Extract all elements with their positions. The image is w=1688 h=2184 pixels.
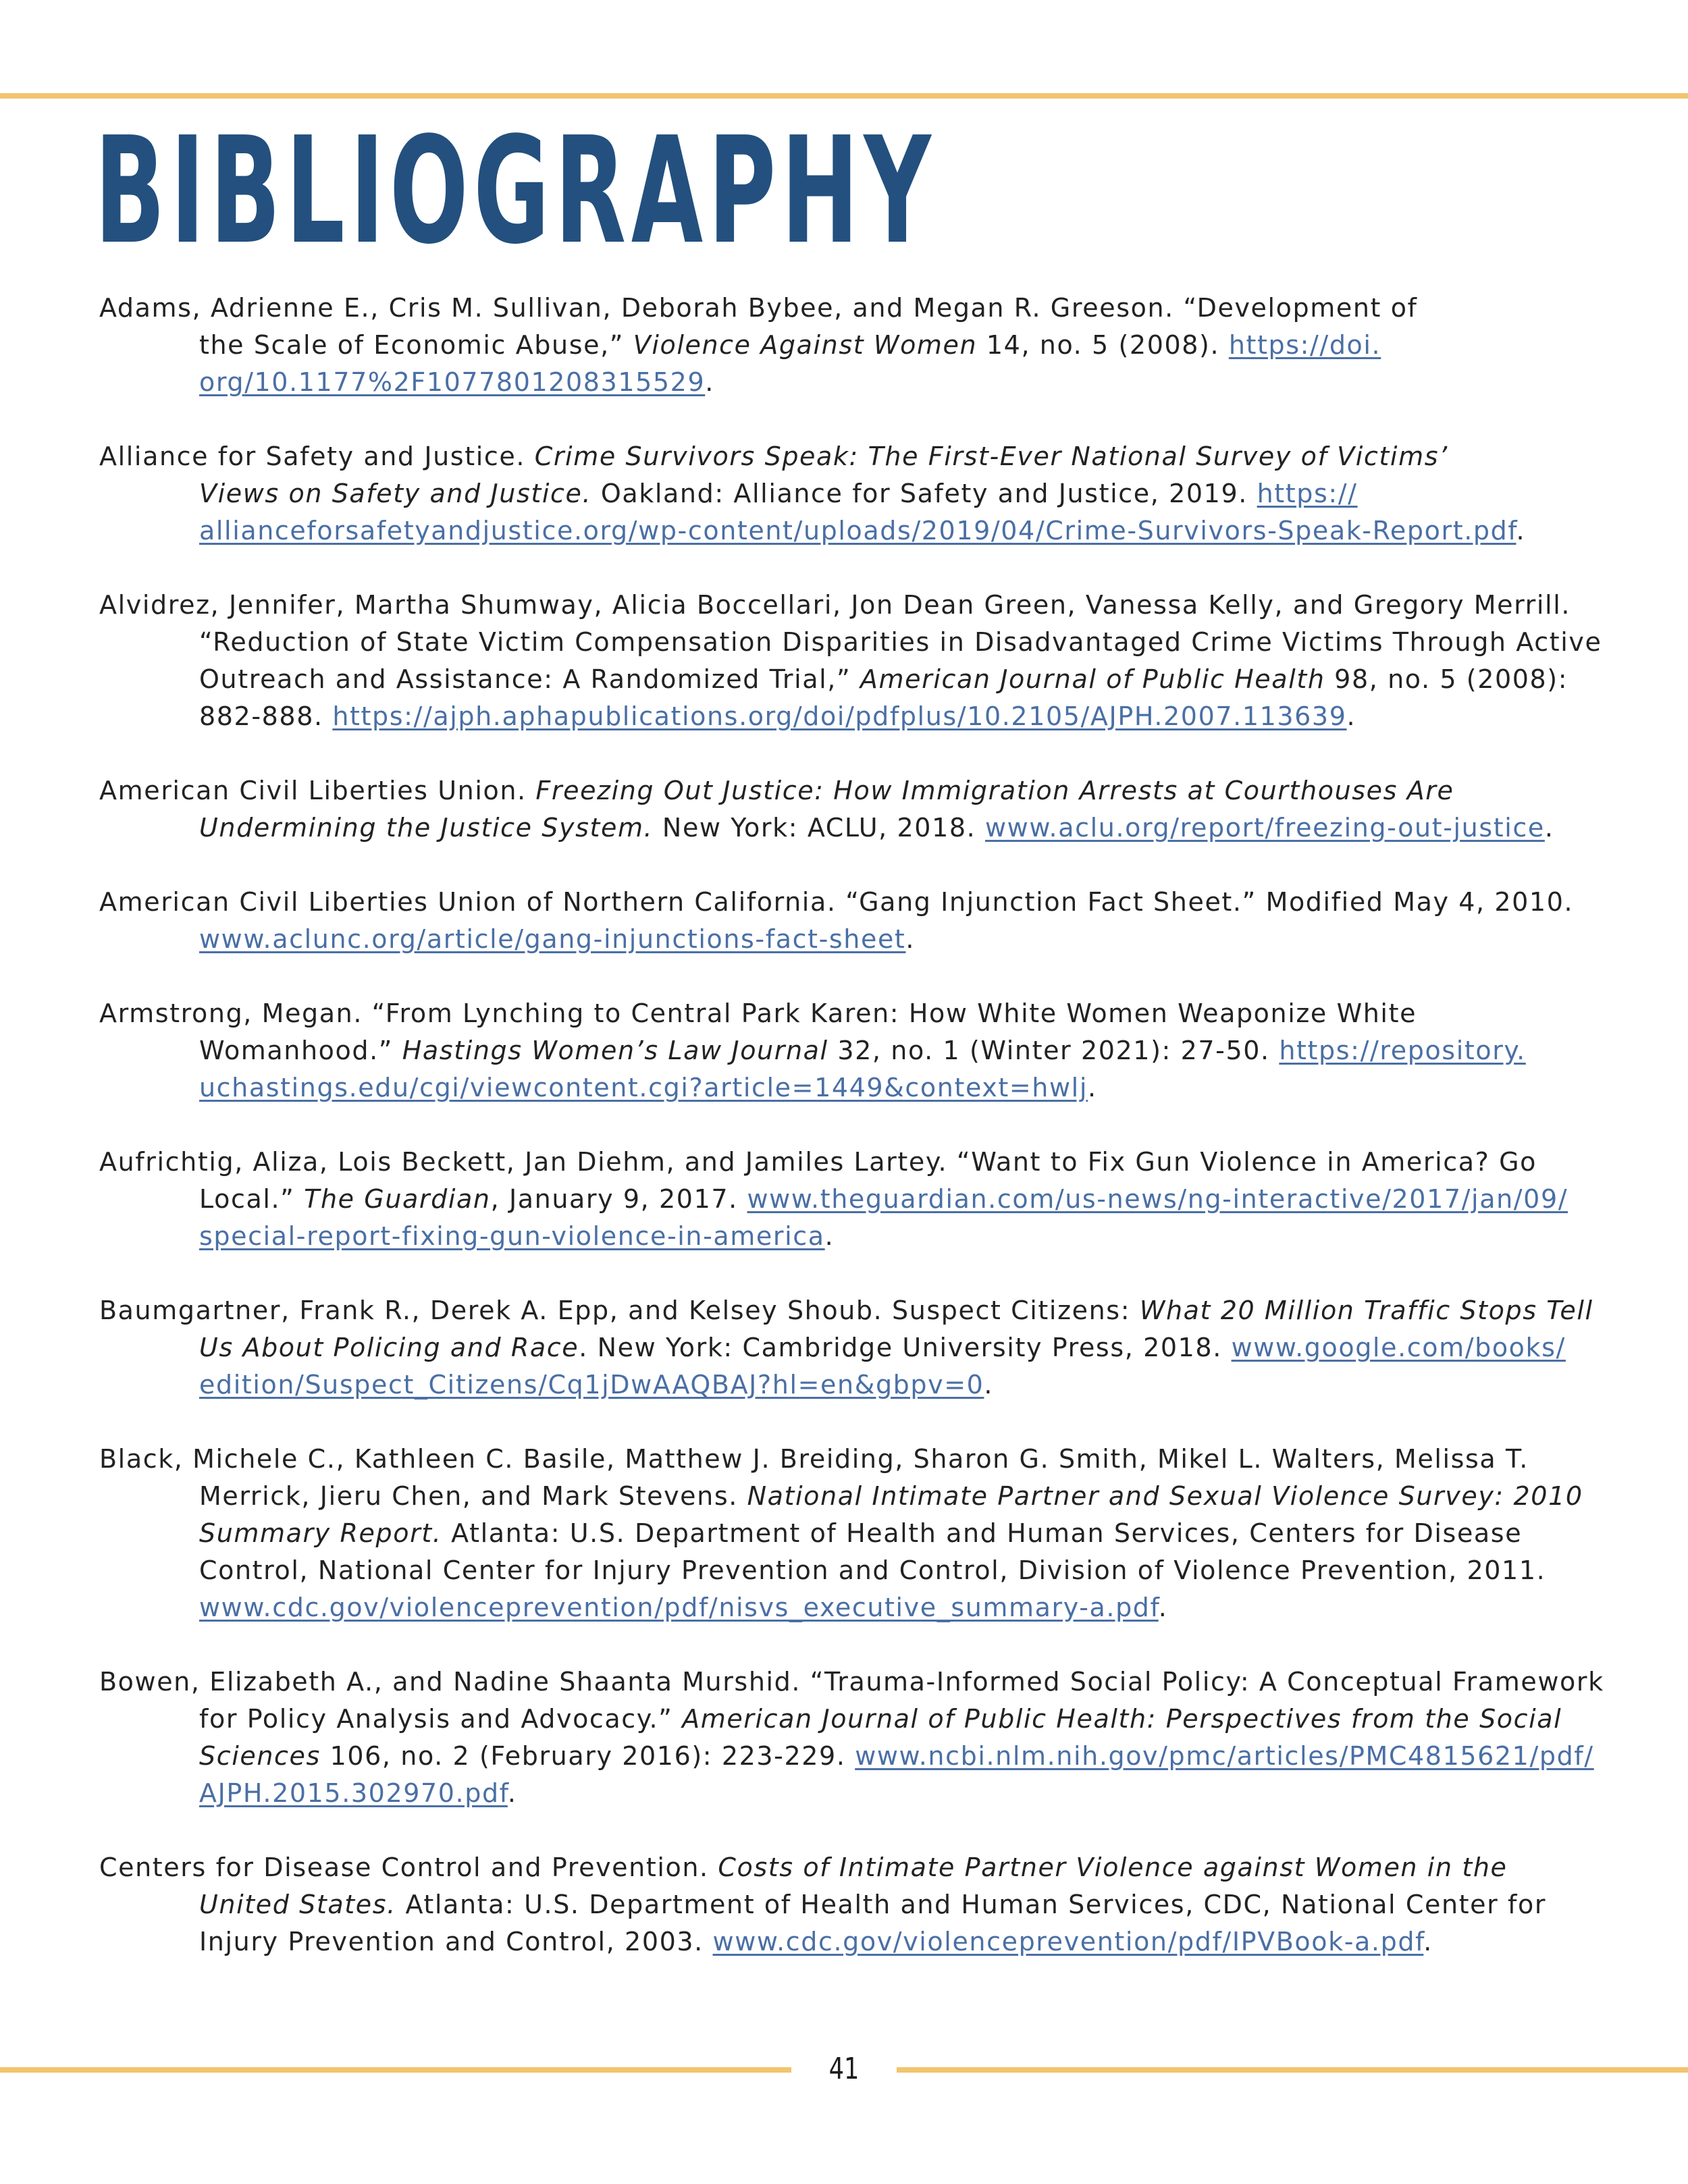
entry-line [99,921,1605,958]
reference-link[interactable]: www.cdc.gov/violenceprevention/pdf/IPVBook-a.pdf [712,1927,1424,1956]
entry-line [99,1775,1605,1812]
entry-line [99,587,1605,624]
citation-text: Baumgartner, Frank R., Derek A. Epp, and Kelsey Shoub. Suspect Citizens: [99,1296,1140,1325]
entry-line [99,809,1605,847]
work-title: United States. [199,1890,396,1919]
citation-text: Armstrong, Megan. “From Lynching to Central Park Karen: How White Women Weaponize White [99,998,1417,1028]
bibliography-entry [99,1292,1605,1404]
citation-text: American Civil Liberties Union of Northern California. “Gang Injunction Fact Sheet.” Modified May 4, 2010. [99,887,1574,917]
bibliography-entry [99,772,1605,847]
work-title: Views on Safety and Justice. [199,479,592,508]
bibliography-entry [99,884,1605,958]
reference-link[interactable]: allianceforsafetyandjustice.org/wp-content/uploads/2019/04/Crime-Survivors-Speak-Report.pdf [199,516,1516,545]
citation-text: the Scale of Economic Abuse,” [199,330,633,360]
citation-text: . [1158,1593,1168,1622]
entry-line [99,475,1605,512]
work-title: Undermining the Justice System. [199,813,654,843]
entry-line [99,290,1605,327]
citation-text: American Civil Liberties Union. [99,776,536,805]
citation-text: 882-888. [199,701,333,731]
citation-text: Outreach and Assistance: A Randomized Trial,” [199,664,860,694]
entry-line [99,438,1605,475]
citation-text: 98, no. 5 (2008): [1325,664,1568,694]
citation-text: . [1544,813,1554,843]
reference-link[interactable]: www.theguardian.com/us-news/ng-interactive/2017/jan/09/ [747,1184,1568,1214]
bibliography-entry [99,1441,1605,1626]
work-title: Violence Against Women [633,330,978,360]
entry-line [99,884,1605,921]
citation-text: . [1423,1927,1433,1956]
entry-line [99,1181,1605,1218]
reference-link[interactable]: https:// [1257,479,1358,508]
citation-text: . [984,1370,994,1400]
entry-line [99,1069,1605,1107]
entry-line [99,624,1605,661]
entry-line [99,995,1605,1032]
reference-link[interactable]: special-report-fixing-gun-violence-in-america [199,1221,825,1251]
entry-line [99,698,1605,735]
bibliography-entry [99,995,1605,1107]
entry-line [99,1292,1605,1329]
work-title: Summary Report. [199,1518,442,1548]
bibliography-entry [99,438,1605,550]
work-title: Crime Survivors Speak: The First-Ever National Survey of Victims’ [534,442,1448,471]
citation-text: Injury Prevention and Control, 2003. [199,1927,713,1956]
entry-line [99,1441,1605,1478]
citation-text: , January 9, 2017. [490,1184,747,1214]
entry-line [99,1515,1605,1552]
citation-text: New York: ACLU, 2018. [653,813,985,843]
entry-line [99,512,1605,550]
citation-text: Bowen, Elizabeth A., and Nadine Shaanta Murshid. “Trauma-Informed Social Policy: A Conceptual Framework [99,1667,1604,1697]
citation-text: Local.” [199,1184,305,1214]
citation-text: . [705,367,714,397]
work-title: Freezing Out Justice: How Immigration Arrests at Courthouses Are [535,776,1454,805]
citation-text: Womanhood.” [199,1036,402,1065]
work-title: Us About Policing and Race [199,1333,579,1362]
bibliography-list [99,290,1605,1998]
reference-link[interactable]: www.aclu.org/report/freezing-out-justice [985,813,1545,843]
work-title: American Journal of Public Health [860,664,1325,694]
bibliography-entry [99,587,1605,735]
entry-line [99,1886,1605,1923]
work-title: Sciences [199,1741,321,1771]
citation-text: 106, no. 2 (February 2016): 223-229. [320,1741,855,1771]
bibliography-entry [99,1663,1605,1812]
entry-line [99,1144,1605,1181]
citation-text: Merrick, Jieru Chen, and Mark Stevens. [199,1481,747,1511]
entry-line [99,1366,1605,1404]
citation-text: . [1516,516,1526,545]
reference-link[interactable]: www.cdc.gov/violenceprevention/pdf/nisvs_executive_summary-a.pdf [199,1593,1159,1622]
entry-line [99,364,1605,401]
entry-line [99,1663,1605,1701]
citation-text: . [824,1221,835,1251]
entry-line [99,1701,1605,1738]
entry-line [99,1218,1605,1255]
bibliography-entry [99,1849,1605,1961]
citation-text: Centers for Disease Control and Prevention. [99,1853,718,1882]
reference-link[interactable]: AJPH.2015.302970.pdf [199,1778,508,1808]
bibliography-entry [99,1144,1605,1255]
citation-text: . [1087,1073,1097,1102]
citation-text: “Reduction of State Victim Compensation Disparities in Disadvantaged Crime Victims Through Active [199,627,1602,657]
work-title: The Guardian [304,1184,491,1214]
entry-line [99,1849,1605,1886]
reference-link[interactable]: www.google.com/books/ [1231,1333,1566,1362]
work-title: Hastings Women’s Law Journal [402,1036,828,1065]
citation-text: Alliance for Safety and Justice. [99,442,535,471]
citation-text: Atlanta: U.S. Department of Health and Human Services, CDC, National Center for [396,1890,1547,1919]
citation-text: Adams, Adrienne E., Cris M. Sullivan, Deborah Bybee, and Megan R. Greeson. “Development of [99,293,1418,323]
citation-text: Black, Michele C., Kathleen C. Basile, Matthew J. Breiding, Sharon G. Smith, Mikel L. Walters, Melissa T. [99,1444,1529,1474]
footer-divider-right [897,2067,1688,2073]
reference-link[interactable]: uchastings.edu/cgi/viewcontent.cgi?article=1449&context=hwlj [199,1073,1088,1102]
citation-text: 32, no. 1 (Winter 2021): 27-50. [828,1036,1280,1065]
entry-line [99,1478,1605,1515]
entry-line [99,1589,1605,1626]
citation-text: 14, no. 5 (2008). [977,330,1229,360]
entry-line [99,661,1605,698]
entry-line [99,1552,1605,1589]
reference-link[interactable]: org/10.1177%2F1077801208315529 [199,367,706,397]
citation-text: Oakland: Alliance for Safety and Justice, 2019. [591,479,1257,508]
citation-text: . [905,924,916,954]
work-title: Costs of Intimate Partner Violence against Women in the [718,1853,1508,1882]
entry-line [99,327,1605,364]
entry-line [99,1738,1605,1775]
entry-line [99,1923,1605,1961]
reference-link[interactable]: https://ajph.aphapublications.org/doi/pdfplus/10.2105/AJPH.2007.113639 [332,701,1347,731]
footer-divider-left [0,2067,791,2073]
top-divider [0,93,1688,99]
work-title: What 20 Million Traffic Stops Tell [1139,1296,1593,1325]
reference-link[interactable]: edition/Suspect_Citizens/Cq1jDwAAQBAJ?hl=en&gbpv=0 [199,1370,984,1400]
citation-text: Control, National Center for Injury Prevention and Control, Division of Violence Prevention, 2011. [199,1555,1546,1585]
citation-text: for Policy Analysis and Advocacy.” [199,1704,683,1734]
page-number: 41 [828,2052,860,2086]
page-title: BIBLIOGRAPHY [95,106,937,277]
citation-text: . New York: Cambridge University Press, 2018. [579,1333,1232,1362]
entry-line [99,1329,1605,1366]
entry-line [99,772,1605,809]
work-title: American Journal of Public Health: Perspectives from the Social [682,1704,1562,1734]
bibliography-entry [99,290,1605,401]
citation-text: . [1346,701,1356,731]
citation-text: Atlanta: U.S. Department of Health and Human Services, Centers for Disease [442,1518,1523,1548]
reference-link[interactable]: https://repository. [1279,1036,1526,1065]
citation-text: . [507,1778,517,1808]
work-title: National Intimate Partner and Sexual Violence Survey: 2010 [747,1481,1583,1511]
reference-link[interactable]: www.ncbi.nlm.nih.gov/pmc/articles/PMC4815621/pdf/ [855,1741,1594,1771]
citation-text: Alvidrez, Jennifer, Martha Shumway, Alicia Boccellari, Jon Dean Green, Vanessa Kelly, and Gregory Merrill. [99,590,1571,620]
reference-link[interactable]: www.aclunc.org/article/gang-injunctions-fact-sheet [199,924,906,954]
citation-text: Aufrichtig, Aliza, Lois Beckett, Jan Diehm, and Jamiles Lartey. “Want to Fix Gun Violence in America? Go [99,1147,1537,1177]
reference-link[interactable]: https://doi. [1228,330,1381,360]
entry-line [99,1032,1605,1069]
